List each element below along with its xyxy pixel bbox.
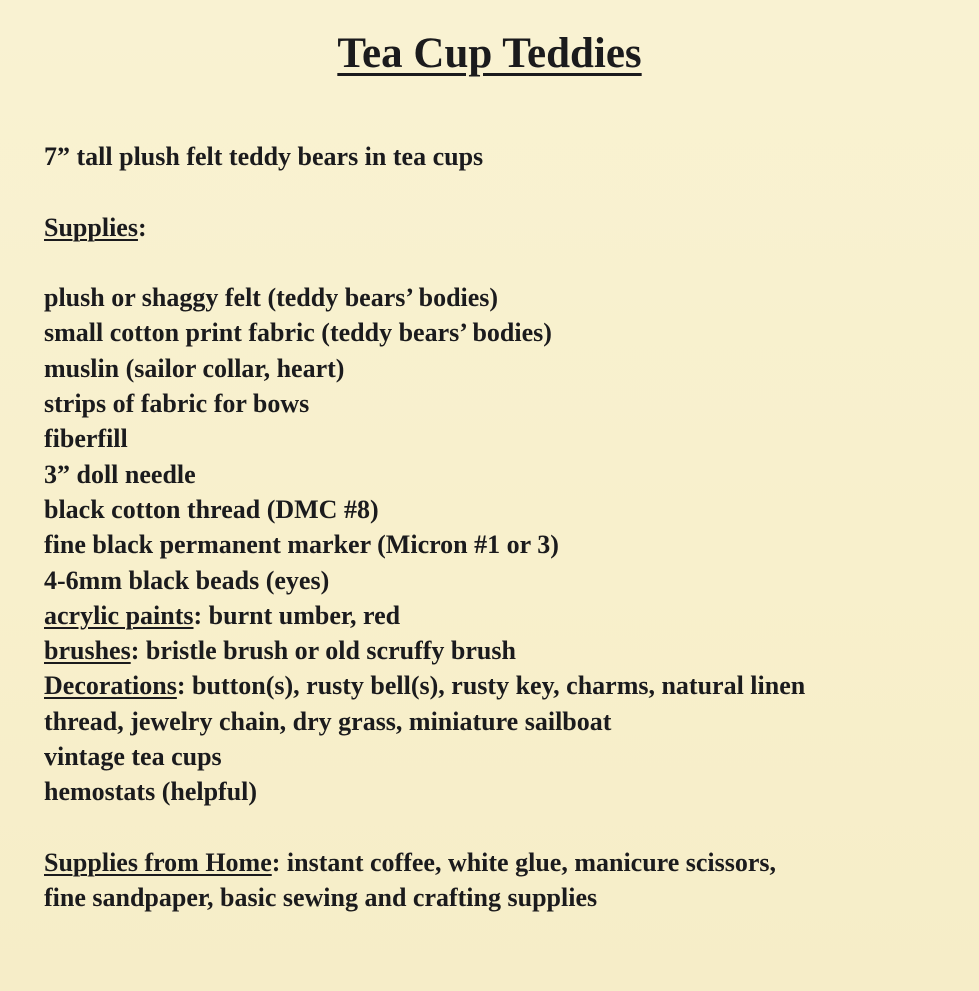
supply-item: muslin (sailor collar, heart) [44,353,345,383]
home-supplies-continued: fine sandpaper, basic sewing and crafting supplies [44,883,598,913]
supply-item: fine black permanent marker (Micron #1 or 3) [44,530,559,560]
decorations-label: Decorations [44,671,177,701]
supply-item: fiberfill [44,424,128,454]
spacer [44,810,964,845]
supply-item-paints [44,598,964,633]
supply-item-brushes [44,633,964,668]
page-title: Tea Cup Teddies [337,30,642,77]
supply-item: hemostats (helpful) [44,777,258,807]
supply-item: strips of fabric for bows [44,389,310,419]
home-supplies-label: Supplies from Home [44,847,272,877]
brushes-label: brushes [44,636,131,666]
supply-item-decorations [44,668,964,703]
supply-item: small cotton print fabric (teddy bears’ bodies) [44,318,552,348]
supplies-heading-line [44,210,964,245]
spacer [44,245,964,280]
brushes-text: : bristle brush or old scruffy brush [130,636,516,666]
supply-item: 4-6mm black beads (eyes) [44,565,330,595]
decorations-text: : button(s), rusty bell(s), rusty key, charms, natural linen [176,671,806,701]
supply-item: vintage tea cups [44,742,222,772]
home-supplies-text: : instant coffee, white glue, manicure scissors, [271,847,777,877]
supply-item: plush or shaggy felt (teddy bears’ bodies) [44,283,499,313]
supplies-heading: Supplies [44,212,138,242]
supplies-heading-colon: : [137,212,147,242]
spacer [44,174,964,209]
home-supplies-line [44,845,964,880]
supply-item-decorations-continued: thread, jewelry chain, dry grass, miniature sailboat [44,706,612,736]
paints-text: : burnt umber, red [193,600,401,630]
paints-label: acrylic paints [44,600,194,630]
subtitle: 7” tall plush felt teddy bears in tea cups [44,142,484,171]
supply-item: black cotton thread (DMC #8) [44,494,379,524]
document-body [44,139,964,916]
supply-item: 3” doll needle [44,459,196,489]
